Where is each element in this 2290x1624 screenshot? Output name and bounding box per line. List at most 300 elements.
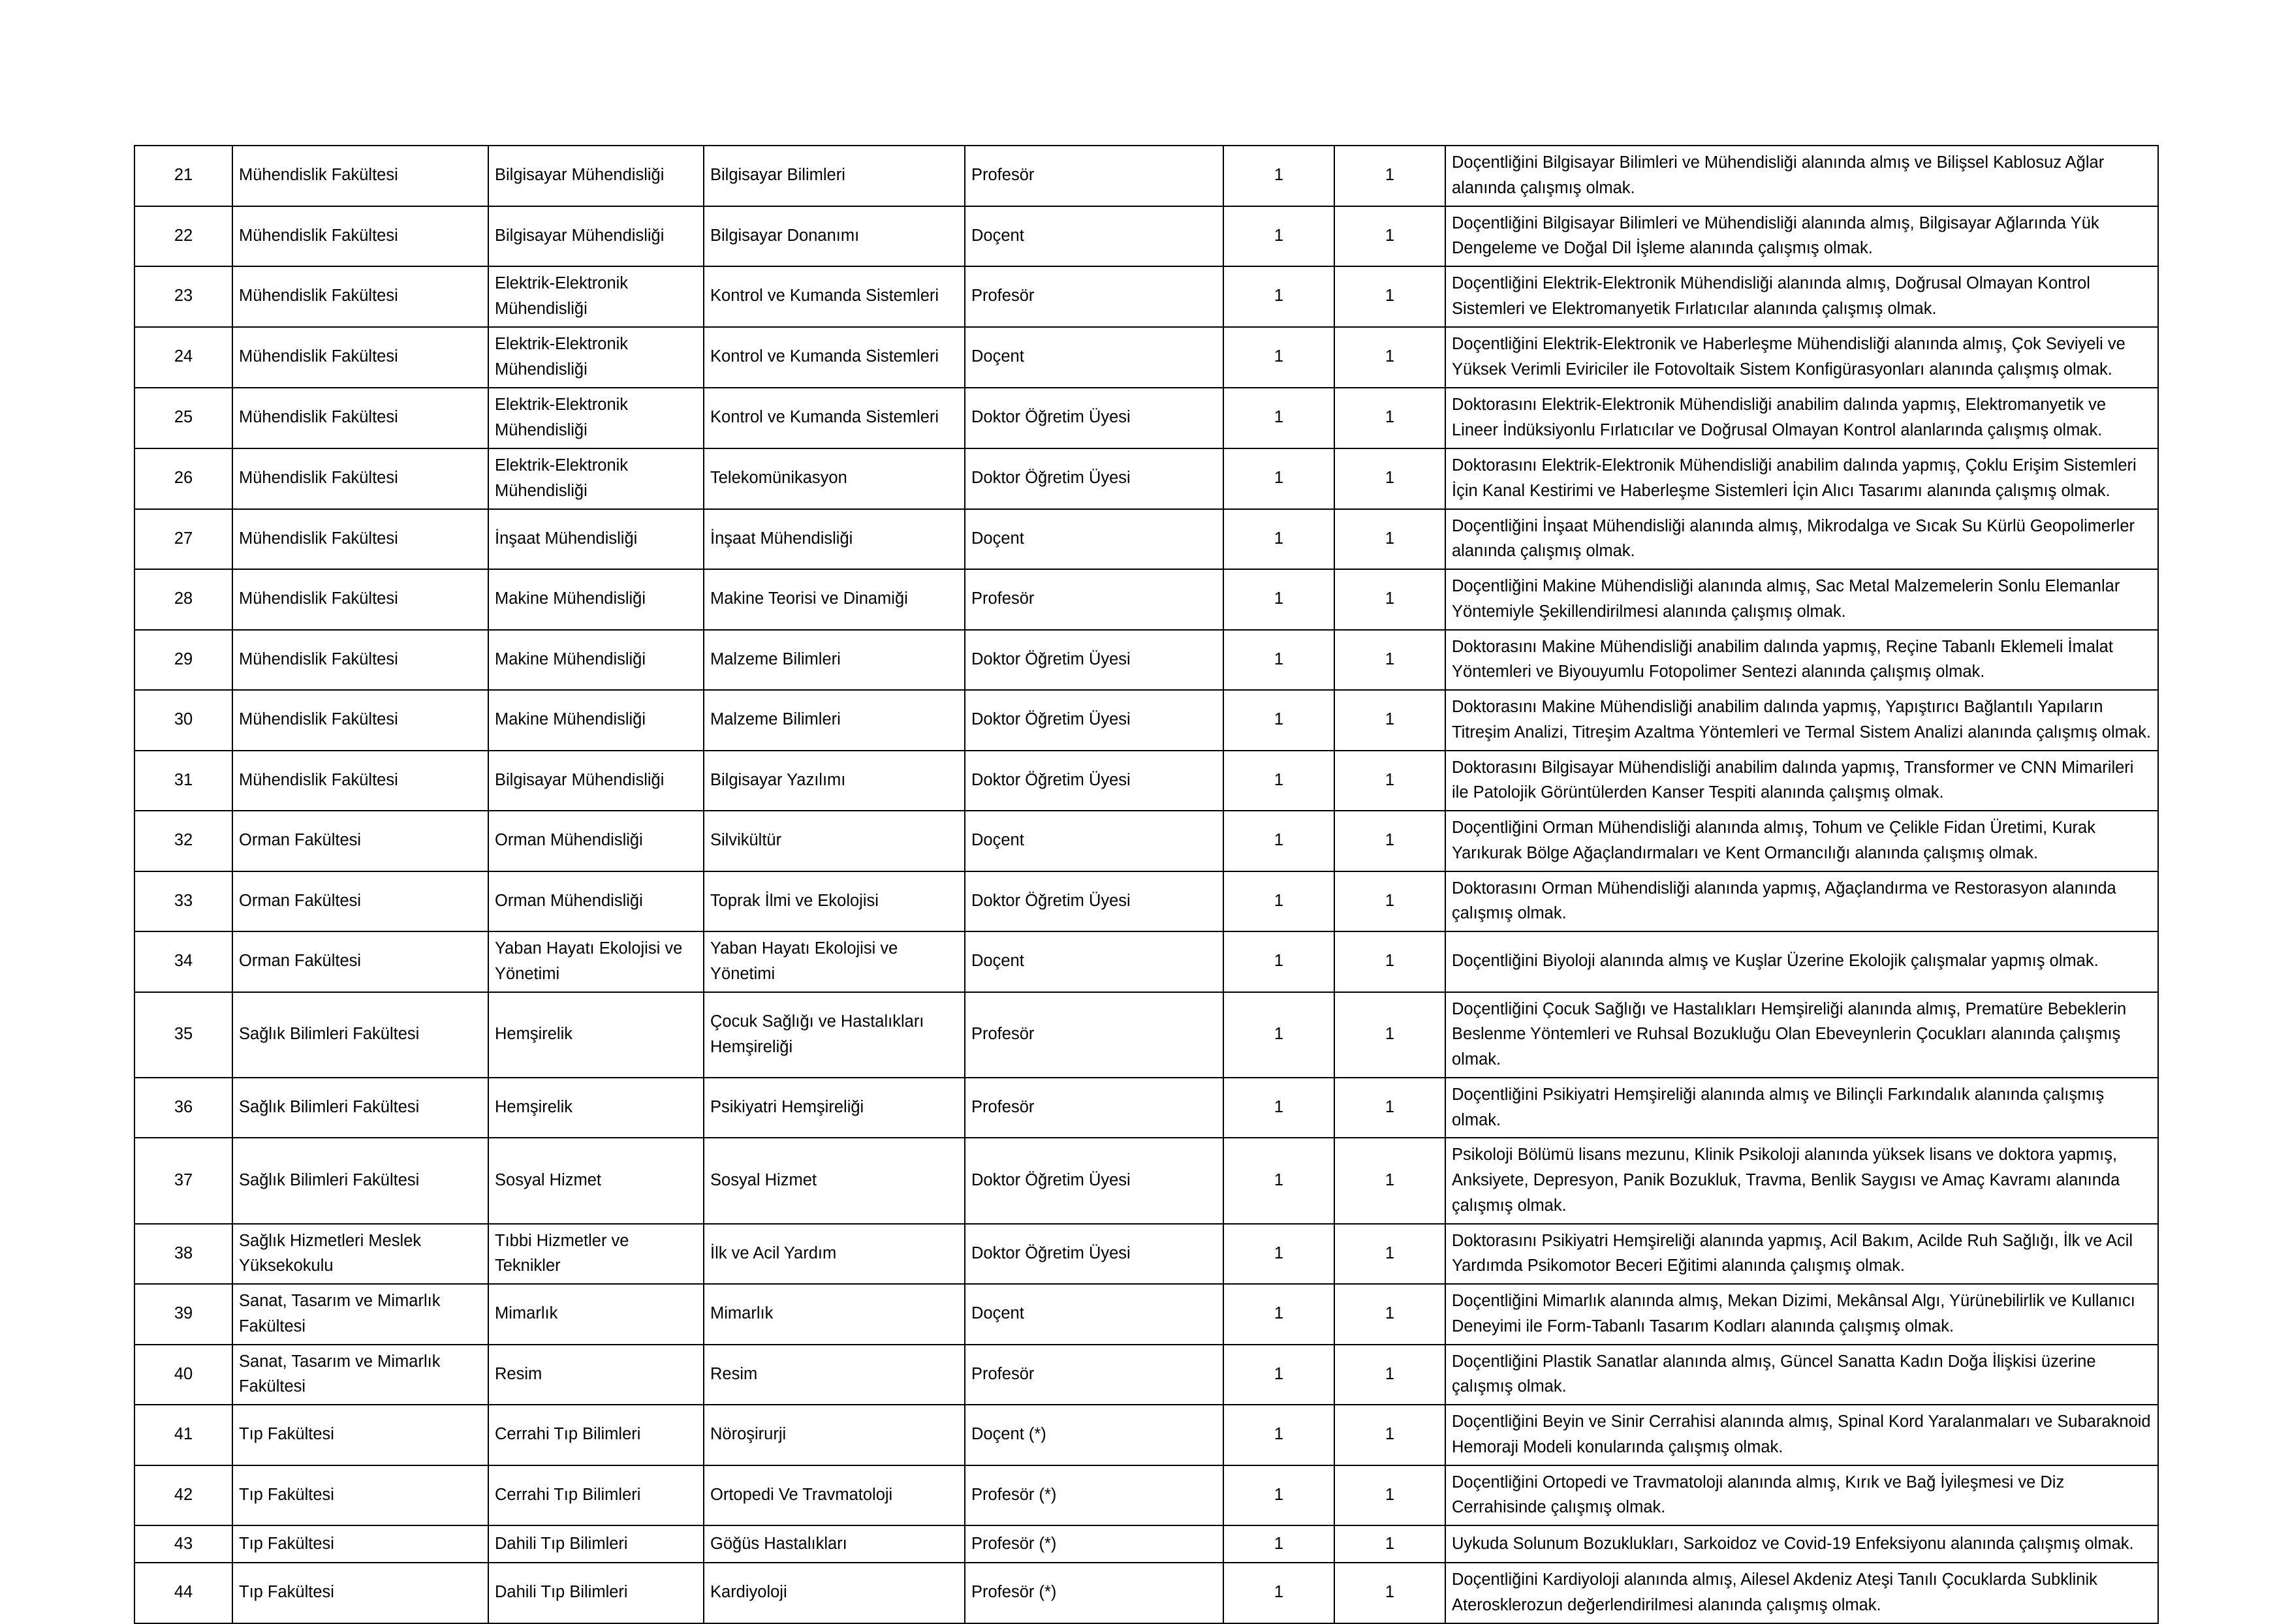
cell-department-text: Bilgisayar Mühendisliği: [495, 226, 665, 245]
cell-row-number-text: 28: [174, 589, 193, 608]
cell-description: [1445, 1078, 2158, 1138]
cell-description: [1445, 1405, 2158, 1465]
cell-field: [704, 992, 965, 1078]
cell-row-number-text: 26: [174, 469, 193, 488]
cell-degree-count: [1223, 1465, 1334, 1526]
cell-field: [704, 448, 965, 509]
cell-degree-count: [1223, 992, 1334, 1078]
cell-department: [488, 992, 704, 1078]
cell-faculty-text: Sağlık Bilimleri Fakültesi: [239, 1025, 420, 1044]
cell-position-count: [1334, 931, 1445, 992]
cell-faculty: [232, 509, 488, 570]
cell-degree-count: [1223, 327, 1334, 388]
cell-position-count-text: 1: [1385, 1304, 1395, 1323]
cell-field-text: Psikiyatri Hemşireliği: [710, 1098, 864, 1117]
cell-academic-title: [965, 751, 1223, 811]
cell-row-number-text: 42: [174, 1485, 193, 1504]
cell-faculty: [232, 1284, 488, 1345]
cell-position-count-text: 1: [1385, 408, 1395, 427]
cell-row-number: [134, 327, 232, 388]
cell-row-number-text: 34: [174, 952, 193, 971]
table-row: [134, 1138, 2158, 1223]
cell-position-count: [1334, 1138, 1445, 1223]
cell-faculty: [232, 751, 488, 811]
cell-field-text: Silvikültür: [710, 831, 782, 850]
cell-academic-title: [965, 327, 1223, 388]
cell-row-number-text: 29: [174, 649, 193, 668]
cell-field-text: Makine Teorisi ve Dinamiği: [710, 589, 908, 608]
cell-field-text: Nöroşirurji: [710, 1425, 787, 1444]
cell-department: [488, 1525, 704, 1563]
cell-position-count-text: 1: [1385, 649, 1395, 668]
cell-row-number-text: 40: [174, 1364, 193, 1383]
cell-description: [1445, 266, 2158, 327]
cell-academic-title-text: Doktor Öğretim Üyesi: [971, 1171, 1131, 1189]
cell-degree-count: [1223, 1345, 1334, 1405]
cell-row-number: [134, 751, 232, 811]
cell-position-count: [1334, 448, 1445, 509]
cell-description: [1445, 1563, 2158, 1623]
cell-position-count-text: 1: [1385, 226, 1395, 245]
cell-academic-title: [965, 146, 1223, 206]
cell-faculty-text: Sağlık Hizmetleri Meslek Yüksekokulu: [239, 1231, 422, 1275]
cell-description-text: Doçentliğini Biyoloji alanında almış ve Kuşlar Üzerine Ekolojik çalışmalar yapmış olmak.: [1452, 952, 2099, 971]
cell-row-number: [134, 1284, 232, 1345]
cell-department-text: Orman Mühendisliği: [495, 891, 643, 910]
cell-department: [488, 569, 704, 630]
cell-field-text: Ortopedi Ve Travmatoloji: [710, 1485, 893, 1504]
cell-description-text: Doçentliğini Beyin ve Sinir Cerrahisi alanında almış, Spinal Kord Yaralanmaları ve Subaraknoid Hemoraji Modeli konularında çalışmış olmak.: [1452, 1413, 2151, 1456]
cell-field: [704, 811, 965, 871]
cell-degree-count: [1223, 1224, 1334, 1285]
cell-row-number: [134, 1138, 232, 1223]
cell-academic-title: [965, 448, 1223, 509]
cell-row-number: [134, 146, 232, 206]
cell-field: [704, 1345, 965, 1405]
cell-faculty: [232, 1465, 488, 1526]
cell-department-text: Cerrahi Tıp Bilimleri: [495, 1485, 641, 1504]
cell-field-text: Resim: [710, 1364, 758, 1383]
cell-row-number-text: 21: [174, 166, 193, 185]
cell-position-count-text: 1: [1385, 831, 1395, 850]
table-row: [134, 931, 2158, 992]
cell-degree-count-text: 1: [1274, 710, 1284, 729]
table-row: [134, 811, 2158, 871]
cell-field: [704, 1525, 965, 1563]
cell-field-text: Çocuk Sağlığı ve Hastalıkları Hemşireliği: [710, 1012, 924, 1056]
cell-degree-count-text: 1: [1274, 1425, 1284, 1444]
cell-academic-title: [965, 690, 1223, 751]
cell-department-text: Elektrik-Elektronik Mühendisliği: [495, 395, 629, 439]
cell-field: [704, 327, 965, 388]
cell-department: [488, 1078, 704, 1138]
cell-row-number-text: 43: [174, 1534, 193, 1553]
cell-faculty-text: Mühendislik Fakültesi: [239, 649, 398, 668]
table-row: [134, 690, 2158, 751]
cell-field: [704, 509, 965, 570]
cell-description-text: Doçentliğini Orman Mühendisliği alanında almış, Tohum ve Çelikle Fidan Üretimi, Kurak Yarıkurak Bölge Ağaçlandırmaları ve Kent Ormancılığı alanında çalışmış olmak.: [1452, 819, 2095, 862]
cell-field-text: Kontrol ve Kumanda Sistemleri: [710, 287, 939, 305]
cell-degree-count-text: 1: [1274, 287, 1284, 305]
cell-department-text: Mimarlık: [495, 1304, 558, 1323]
cell-faculty-text: Mühendislik Fakültesi: [239, 469, 398, 488]
cell-faculty-text: Orman Fakültesi: [239, 891, 362, 910]
cell-degree-count-text: 1: [1274, 589, 1284, 608]
cell-description-text: Doktorasını Makine Mühendisliği anabilim dalında yapmış, Reçine Tabanlı Eklemeli İmalat Yöntemleri ve Biyouyumlu Fotopolimer Sentezi alanında çalışmış olmak.: [1452, 637, 2113, 681]
cell-description-text: Doktorasını Bilgisayar Mühendisliği anabilim dalında yapmış, Transformer ve CNN Mimarileri ile Patolojik Görüntülerden Kanser Tespiti alanında çalışmış olmak.: [1452, 758, 2134, 802]
cell-degree-count-text: 1: [1274, 1364, 1284, 1383]
cell-field: [704, 690, 965, 751]
cell-faculty-text: Tıp Fakültesi: [239, 1534, 334, 1553]
cell-degree-count: [1223, 931, 1334, 992]
cell-department: [488, 1224, 704, 1285]
cell-academic-title-text: Doçent (*): [971, 1425, 1046, 1444]
cell-department-text: Resim: [495, 1364, 542, 1383]
cell-position-count-text: 1: [1385, 287, 1395, 305]
cell-academic-title: [965, 1405, 1223, 1465]
cell-field-text: Bilgisayar Bilimleri: [710, 166, 845, 185]
cell-position-count: [1334, 1224, 1445, 1285]
cell-department-text: Orman Mühendisliği: [495, 831, 643, 850]
cell-faculty: [232, 146, 488, 206]
cell-degree-count: [1223, 811, 1334, 871]
cell-description-text: Doktorasını Elektrik-Elektronik Mühendisliği anabilim dalında yapmış, Elektromanyetik ve Lineer İndüksiyonlu Fırlatıcılar ve Doğrusal Olmayan Kontrol alanlarında çalışmış olmak.: [1452, 395, 2107, 439]
cell-degree-count: [1223, 1525, 1334, 1563]
cell-description: [1445, 206, 2158, 267]
cell-position-count: [1334, 811, 1445, 871]
cell-academic-title: [965, 569, 1223, 630]
cell-field: [704, 1224, 965, 1285]
cell-description: [1445, 388, 2158, 448]
cell-department-text: Makine Mühendisliği: [495, 589, 646, 608]
cell-row-number: [134, 206, 232, 267]
cell-field-text: İlk ve Acil Yardım: [710, 1243, 837, 1262]
cell-academic-title: [965, 509, 1223, 570]
cell-academic-title: [965, 206, 1223, 267]
cell-field-text: Yaban Hayatı Ekolojisi ve Yönetimi: [710, 939, 898, 983]
cell-degree-count: [1223, 146, 1334, 206]
cell-row-number: [134, 1078, 232, 1138]
cell-department: [488, 811, 704, 871]
cell-description-text: Doçentliğini Mimarlık alanında almış, Mekan Dizimi, Mekânsal Algı, Yürünebilirlik ve Kullanıcı Deneyimi ile Form-Tabanlı Tasarım Kodları alanında çalışmış olmak.: [1452, 1292, 2135, 1335]
cell-field: [704, 569, 965, 630]
cell-position-count-text: 1: [1385, 1583, 1395, 1602]
cell-row-number: [134, 448, 232, 509]
cell-position-count: [1334, 630, 1445, 691]
cell-faculty-text: Orman Fakültesi: [239, 831, 362, 850]
cell-academic-title: [965, 1563, 1223, 1623]
cell-academic-title-text: Doçent: [971, 952, 1024, 971]
cell-row-number-text: 41: [174, 1425, 193, 1444]
cell-degree-count-text: 1: [1274, 226, 1284, 245]
cell-degree-count-text: 1: [1274, 891, 1284, 910]
cell-degree-count-text: 1: [1274, 469, 1284, 488]
cell-faculty: [232, 1138, 488, 1223]
cell-row-number-text: 27: [174, 529, 193, 548]
cell-field-text: Bilgisayar Donanımı: [710, 226, 860, 245]
cell-position-count-text: 1: [1385, 1025, 1395, 1044]
cell-field-text: Mimarlık: [710, 1304, 774, 1323]
cell-faculty-text: Orman Fakültesi: [239, 952, 362, 971]
cell-description-text: Doçentliğini İnşaat Mühendisliği alanında almış, Mikrodalga ve Sıcak Su Kürlü Geopolimerler alanında çalışmış olmak.: [1452, 516, 2135, 561]
cell-position-count-text: 1: [1385, 1098, 1395, 1117]
cell-degree-count-text: 1: [1274, 1098, 1284, 1117]
cell-row-number: [134, 931, 232, 992]
table-row: [134, 1284, 2158, 1345]
cell-department-text: Dahili Tıp Bilimleri: [495, 1534, 628, 1553]
staff-requirements-table: [134, 145, 2159, 1624]
cell-row-number: [134, 690, 232, 751]
cell-position-count-text: 1: [1385, 347, 1395, 366]
cell-academic-title-text: Profesör: [971, 287, 1035, 305]
cell-position-count-text: 1: [1385, 1171, 1395, 1189]
cell-degree-count-text: 1: [1274, 1304, 1284, 1323]
cell-degree-count-text: 1: [1274, 952, 1284, 971]
cell-row-number: [134, 871, 232, 932]
cell-degree-count-text: 1: [1274, 1583, 1284, 1602]
cell-degree-count-text: 1: [1274, 770, 1284, 789]
cell-degree-count-text: 1: [1274, 1534, 1284, 1553]
cell-position-count: [1334, 1284, 1445, 1345]
cell-description: [1445, 146, 2158, 206]
cell-field: [704, 1078, 965, 1138]
cell-degree-count: [1223, 1563, 1334, 1623]
cell-department-text: Elektrik-Elektronik Mühendisliği: [495, 456, 629, 500]
cell-position-count-text: 1: [1385, 891, 1395, 910]
cell-row-number-text: 22: [174, 226, 193, 245]
cell-row-number-text: 25: [174, 408, 193, 427]
cell-description: [1445, 448, 2158, 509]
cell-degree-count: [1223, 206, 1334, 267]
cell-description: [1445, 751, 2158, 811]
cell-faculty: [232, 1525, 488, 1563]
cell-description: [1445, 1284, 2158, 1345]
cell-faculty: [232, 448, 488, 509]
cell-department: [488, 1465, 704, 1526]
cell-degree-count-text: 1: [1274, 831, 1284, 850]
cell-position-count: [1334, 751, 1445, 811]
cell-position-count: [1334, 266, 1445, 327]
staff-requirements-table-wrapper: [134, 145, 2157, 1624]
cell-description: [1445, 630, 2158, 691]
cell-field: [704, 751, 965, 811]
cell-department-text: Hemşirelik: [495, 1025, 573, 1044]
cell-faculty-text: Tıp Fakültesi: [239, 1425, 334, 1444]
cell-position-count-text: 1: [1385, 1243, 1395, 1262]
cell-department-text: Tıbbi Hizmetler ve Teknikler: [495, 1231, 629, 1275]
cell-degree-count: [1223, 448, 1334, 509]
cell-degree-count-text: 1: [1274, 529, 1284, 548]
cell-department: [488, 690, 704, 751]
cell-position-count: [1334, 1525, 1445, 1563]
cell-academic-title: [965, 992, 1223, 1078]
cell-row-number-text: 23: [174, 287, 193, 305]
cell-faculty: [232, 1078, 488, 1138]
cell-description: [1445, 871, 2158, 932]
table-row: [134, 569, 2158, 630]
cell-description: [1445, 569, 2158, 630]
cell-description: [1445, 992, 2158, 1078]
cell-row-number: [134, 1345, 232, 1405]
cell-description-text: Doktorasını Orman Mühendisliği alanında yapmış, Ağaçlandırma ve Restorasyon alanında çalışmış olmak.: [1452, 879, 2116, 923]
cell-academic-title: [965, 1345, 1223, 1405]
cell-description: [1445, 811, 2158, 871]
cell-academic-title: [965, 811, 1223, 871]
cell-department-text: Elektrik-Elektronik Mühendisliği: [495, 334, 629, 379]
cell-field: [704, 266, 965, 327]
cell-faculty-text: Mühendislik Fakültesi: [239, 408, 398, 427]
cell-field-text: Kardiyoloji: [710, 1583, 787, 1602]
cell-faculty-text: Mühendislik Fakültesi: [239, 529, 398, 548]
cell-field-text: Bilgisayar Yazılımı: [710, 770, 846, 789]
cell-faculty-text: Sanat, Tasarım ve Mimarlık Fakültesi: [239, 1292, 441, 1335]
cell-description-text: Doçentliğini Makine Mühendisliği alanında almış, Sac Metal Malzemelerin Sonlu Elemanlar Yöntemiyle Şekillendirilmesi alanında çalışmış olmak.: [1452, 577, 2120, 621]
cell-degree-count: [1223, 569, 1334, 630]
cell-degree-count: [1223, 690, 1334, 751]
cell-faculty-text: Mühendislik Fakültesi: [239, 226, 398, 245]
cell-department: [488, 1345, 704, 1405]
table-row: [134, 146, 2158, 206]
table-row: [134, 266, 2158, 327]
cell-position-count: [1334, 206, 1445, 267]
cell-degree-count: [1223, 751, 1334, 811]
cell-degree-count: [1223, 630, 1334, 691]
cell-academic-title: [965, 266, 1223, 327]
cell-row-number: [134, 1465, 232, 1526]
cell-row-number: [134, 630, 232, 691]
cell-department: [488, 871, 704, 932]
cell-description-text: Doktorasını Psikiyatri Hemşireliği alanında yapmış, Acil Bakım, Acilde Ruh Sağlığı, İlk ve Acil Yardımda Psikomotor Beceri Eğitimi alanında çalışmış olmak.: [1452, 1231, 2133, 1275]
cell-academic-title-text: Profesör (*): [971, 1485, 1057, 1504]
cell-department: [488, 266, 704, 327]
cell-department-text: Bilgisayar Mühendisliği: [495, 166, 665, 185]
cell-academic-title: [965, 630, 1223, 691]
cell-description: [1445, 1465, 2158, 1526]
cell-department-text: Makine Mühendisliği: [495, 649, 646, 668]
cell-faculty-text: Mühendislik Fakültesi: [239, 770, 398, 789]
cell-position-count: [1334, 992, 1445, 1078]
table-row: [134, 388, 2158, 448]
cell-faculty-text: Mühendislik Fakültesi: [239, 287, 398, 305]
cell-academic-title-text: Doktor Öğretim Üyesi: [971, 469, 1131, 488]
cell-department-text: Cerrahi Tıp Bilimleri: [495, 1425, 641, 1444]
cell-faculty-text: Tıp Fakültesi: [239, 1485, 334, 1504]
cell-academic-title-text: Doktor Öğretim Üyesi: [971, 891, 1131, 910]
cell-description-text: Doçentliğini Elektrik-Elektronik Mühendisliği alanında almış, Doğrusal Olmayan Kontrol Sistemleri ve Elektromanyetik Fırlatıcılar alanında çalışmış olmak.: [1452, 274, 2090, 318]
cell-academic-title-text: Profesör (*): [971, 1534, 1057, 1553]
cell-academic-title-text: Doktor Öğretim Üyesi: [971, 1243, 1131, 1262]
cell-field: [704, 388, 965, 448]
cell-faculty-text: Mühendislik Fakültesi: [239, 347, 398, 366]
cell-description: [1445, 1345, 2158, 1405]
cell-academic-title-text: Profesör: [971, 589, 1035, 608]
cell-description: [1445, 1224, 2158, 1285]
cell-position-count-text: 1: [1385, 770, 1395, 789]
cell-degree-count-text: 1: [1274, 649, 1284, 668]
cell-faculty: [232, 992, 488, 1078]
cell-description-text: Doçentliğini Psikiyatri Hemşireliği alanında almış ve Bilinçli Farkındalık alanında çalışmış olmak.: [1452, 1085, 2105, 1129]
cell-description-text: Doktorasını Makine Mühendisliği anabilim dalında yapmış, Yapıştırıcı Bağlantılı Yapıların Titreşim Analizi, Titreşim Azaltma Yöntemleri ve Termal Sistem Analizi alanında çalışmış olmak.: [1452, 698, 2151, 742]
cell-description: [1445, 509, 2158, 570]
cell-position-count: [1334, 690, 1445, 751]
cell-field: [704, 1284, 965, 1345]
cell-faculty: [232, 690, 488, 751]
cell-position-count-text: 1: [1385, 1534, 1395, 1553]
cell-description-text: Doçentliğini Kardiyoloji alanında almış, Ailesel Akdeniz Ateşi Tanılı Çocuklarda Subklinik Aterosklerozun değerlendirilmesi alanında çalışmış olmak.: [1452, 1570, 2097, 1614]
cell-degree-count-text: 1: [1274, 166, 1284, 185]
cell-academic-title: [965, 1465, 1223, 1526]
cell-degree-count-text: 1: [1274, 408, 1284, 427]
cell-department: [488, 1405, 704, 1465]
cell-row-number: [134, 1525, 232, 1563]
cell-field: [704, 146, 965, 206]
table-row: [134, 1405, 2158, 1465]
cell-row-number-text: 33: [174, 891, 193, 910]
cell-department: [488, 1563, 704, 1623]
cell-row-number: [134, 1405, 232, 1465]
cell-description-text: Doktorasını Elektrik-Elektronik Mühendisliği anabilim dalında yapmış, Çoklu Erişim Sistemleri İçin Kanal Kestirimi ve Haberleşme Sistemleri İçin Alıcı Tasarımı alanında çalışmış olmak.: [1452, 456, 2137, 500]
cell-academic-title-text: Doktor Öğretim Üyesi: [971, 710, 1131, 729]
cell-position-count-text: 1: [1385, 589, 1395, 608]
cell-academic-title-text: Profesör: [971, 1098, 1035, 1117]
cell-department: [488, 931, 704, 992]
cell-department-text: Elektrik-Elektronik Mühendisliği: [495, 274, 629, 318]
cell-row-number-text: 35: [174, 1025, 193, 1044]
cell-description-text: Doçentliğini Bilgisayar Bilimleri ve Mühendisliği alanında almış ve Bilişsel Kablosuz Ağlar alanında çalışmış olmak.: [1452, 153, 2105, 197]
cell-faculty: [232, 1345, 488, 1405]
cell-academic-title-text: Doçent: [971, 831, 1024, 850]
cell-position-count: [1334, 1563, 1445, 1623]
table-row: [134, 871, 2158, 932]
cell-department: [488, 327, 704, 388]
cell-degree-count-text: 1: [1274, 347, 1284, 366]
cell-position-count-text: 1: [1385, 1364, 1395, 1383]
cell-department-text: Dahili Tıp Bilimleri: [495, 1583, 628, 1602]
cell-faculty: [232, 266, 488, 327]
cell-row-number-text: 39: [174, 1304, 193, 1323]
cell-faculty: [232, 630, 488, 691]
cell-description: [1445, 1525, 2158, 1563]
cell-position-count: [1334, 1345, 1445, 1405]
cell-degree-count: [1223, 266, 1334, 327]
cell-department: [488, 388, 704, 448]
cell-description-text: Doçentliğini Plastik Sanatlar alanında almış, Güncel Sanatta Kadın Doğa İlişkisi üzerine çalışmış olmak.: [1452, 1352, 2096, 1396]
cell-position-count-text: 1: [1385, 952, 1395, 971]
cell-position-count-text: 1: [1385, 1425, 1395, 1444]
cell-department-text: Yaban Hayatı Ekolojisi ve Yönetimi: [495, 939, 683, 983]
cell-position-count: [1334, 1405, 1445, 1465]
cell-field-text: Kontrol ve Kumanda Sistemleri: [710, 408, 939, 427]
cell-academic-title-text: Doçent: [971, 347, 1024, 366]
cell-position-count-text: 1: [1385, 710, 1395, 729]
cell-degree-count: [1223, 1078, 1334, 1138]
cell-row-number: [134, 1563, 232, 1623]
cell-faculty-text: Sanat, Tasarım ve Mimarlık Fakültesi: [239, 1352, 441, 1396]
cell-department: [488, 630, 704, 691]
cell-degree-count-text: 1: [1274, 1171, 1284, 1189]
cell-department: [488, 146, 704, 206]
cell-faculty-text: Mühendislik Fakültesi: [239, 710, 398, 729]
table-row: [134, 751, 2158, 811]
table-row: [134, 1465, 2158, 1526]
table-row: [134, 630, 2158, 691]
table-body: [134, 146, 2158, 1623]
cell-field: [704, 871, 965, 932]
cell-degree-count: [1223, 1284, 1334, 1345]
cell-field: [704, 1405, 965, 1465]
cell-academic-title: [965, 1224, 1223, 1285]
cell-field-text: Sosyal Hizmet: [710, 1171, 817, 1189]
